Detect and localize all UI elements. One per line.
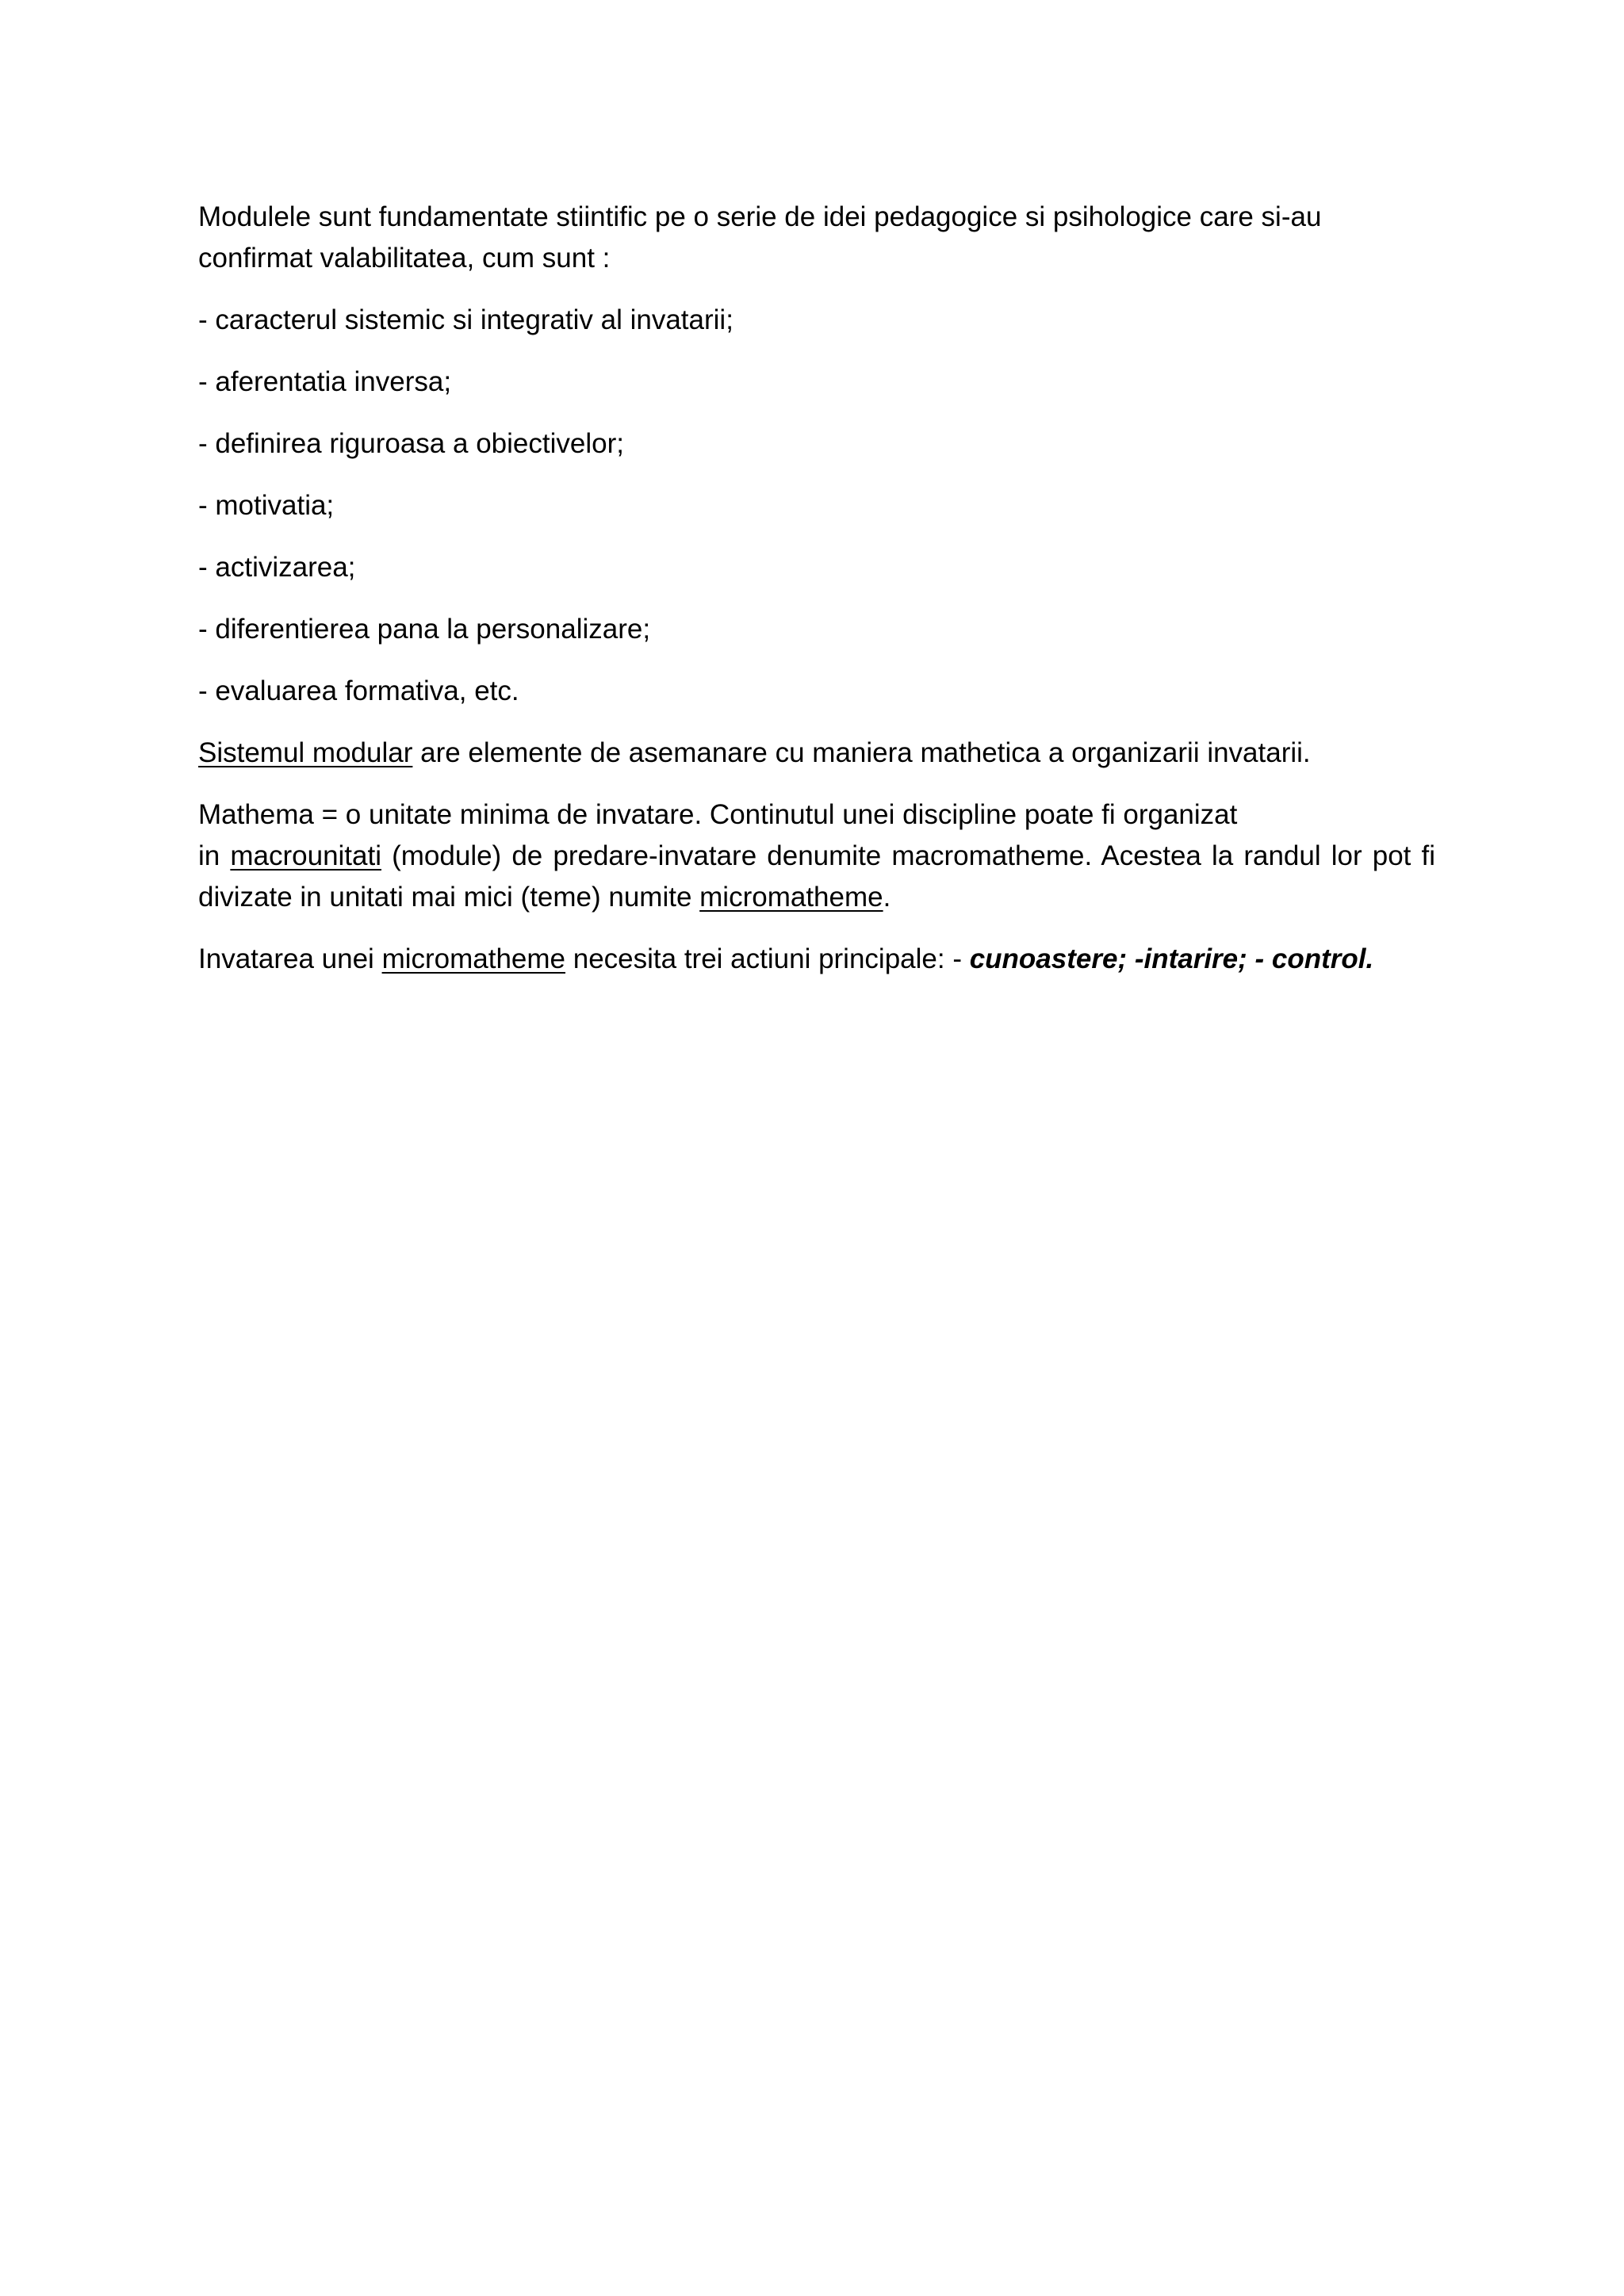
list-item: - activizarea; — [198, 552, 356, 583]
mathema-end-text: . — [883, 882, 891, 913]
mathema-mid-text: (module) de predare-invatare denumite macromatheme. Acestea la randul lor pot fi divizate in unitati mai mici (teme) numite — [198, 840, 1435, 913]
intro-line-1: Modulele sunt fundamentate stiintific pe o serie de idei pedagogice si psihologice care si-au — [198, 201, 1322, 232]
intro-paragraph — [198, 197, 1435, 279]
modular-paragraph — [198, 733, 1435, 774]
list-item: - evaluarea formativa, etc. — [198, 675, 519, 706]
list-item: - caracterul sistemic si integrativ al invatarii; — [198, 304, 733, 335]
list-item: - motivatia; — [198, 490, 335, 521]
document-body — [198, 197, 1435, 1001]
intro-line-2: confirmat valabilitatea, cum sunt : — [198, 243, 611, 274]
list-item: - definirea riguroasa a obiectivelor; — [198, 428, 624, 459]
learning-paragraph — [198, 939, 1435, 980]
list-item: - diferentierea pana la personalizare; — [198, 614, 651, 645]
learning-mid-text: necesita trei actiuni principale: - — [565, 943, 970, 974]
micromatheme-link[interactable]: micromatheme — [699, 882, 883, 913]
learning-actions-text: cunoastere; -intarire; - control. — [969, 943, 1374, 974]
modular-rest-text: are elemente de asemanare cu maniera mathetica a organizarii invatarii. — [412, 737, 1311, 768]
mathema-in-text: in — [198, 840, 231, 871]
mathema-paragraph — [198, 794, 1435, 918]
list-item: - aferentatia inversa; — [198, 366, 452, 397]
learning-start-text: Invatarea unei — [198, 943, 382, 974]
macrounitati-link[interactable]: macrounitati — [230, 840, 381, 871]
mathema-line-1: Mathema = o unitate minima de invatare. Continutul unei discipline poate fi organizat — [198, 799, 1238, 830]
micromatheme-link-2[interactable]: micromatheme — [381, 943, 566, 974]
sistemul-modular-link[interactable]: Sistemul modular — [198, 737, 413, 768]
